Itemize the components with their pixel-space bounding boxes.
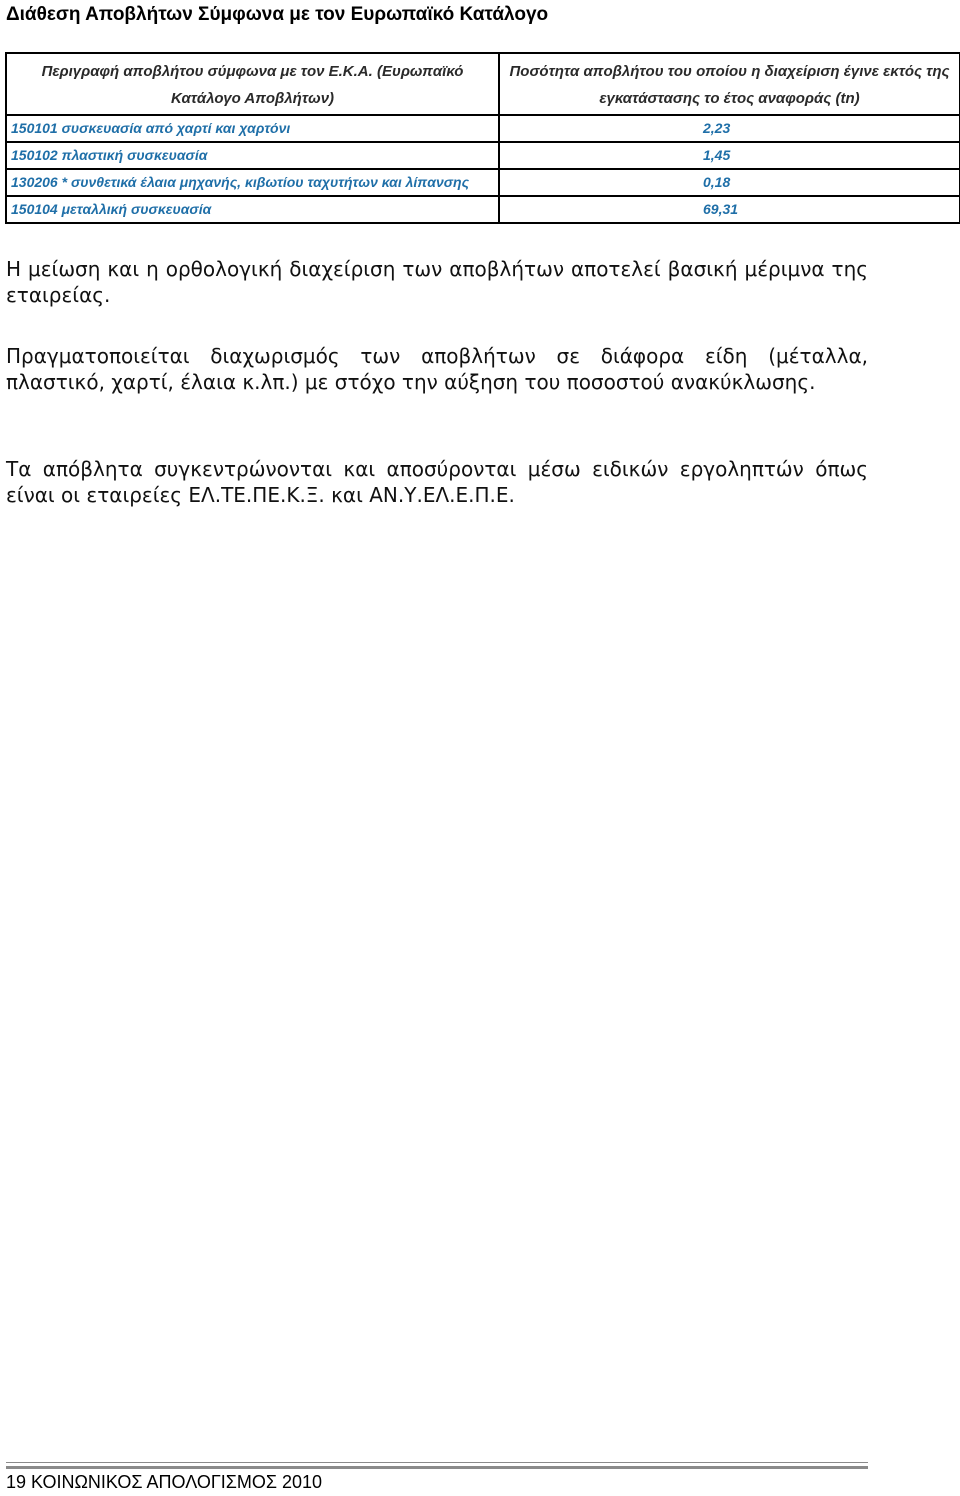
table-row — [6, 142, 960, 169]
waste-description: 150102 πλαστική συσκευασία — [6, 142, 499, 169]
paragraph-waste-reduction: Η μείωση και η ορθολογική διαχείριση των αποβλήτων αποτελεί βασική μέριμνα της εταιρείας. — [6, 257, 868, 307]
header-quantity: Ποσότητα αποβλήτου του οποίου η διαχείριση έγινε εκτός της εγκατάστασης το έτος αναφοράς (tn) — [499, 53, 960, 115]
table-row — [6, 196, 960, 223]
waste-quantity: 2,23 — [499, 115, 960, 142]
footer-divider-thick — [6, 1466, 868, 1469]
table-row — [6, 115, 960, 142]
waste-description: 150104 μεταλλική συσκευασία — [6, 196, 499, 223]
paragraph-waste-separation: Πραγματοποιείται διαχωρισμός των αποβλήτων σε διάφορα είδη (μέταλλα, πλαστικό, χαρτί, έλαια κ.λπ.) με στόχο την αύξηση του ποσοστού ανακύκλωσης. — [6, 344, 868, 394]
header-description: Περιγραφή αποβλήτου σύμφωνα με τον Ε.Κ.Α. (Ευρωπαϊκό Κατάλογο Αποβλήτων) — [6, 53, 499, 115]
waste-quantity: 1,45 — [499, 142, 960, 169]
waste-disposal-table — [5, 52, 960, 224]
paragraph-waste-collection: Τα απόβλητα συγκεντρώνονται και αποσύρονται μέσω ειδικών εργοληπτών όπως είναι οι εταιρείες ΕΛ.ΤΕ.ΠΕ.Κ.Ξ. και ΑΝ.Υ.ΕΛ.Ε.Π.Ε. — [6, 457, 868, 507]
footer-divider — [6, 1462, 868, 1463]
table-row — [6, 169, 960, 196]
waste-description: 130206 * συνθετικά έλαια μηχανής, κιβωτίου ταχυτήτων και λίπανσης — [6, 169, 499, 196]
page-footer: 19 ΚΟΙΝΩΝΙΚΟΣ ΑΠΟΛΟΓΙΣΜΟΣ 2010 — [6, 1472, 323, 1492]
page-title: Διάθεση Αποβλήτων Σύμφωνα με τον Ευρωπαϊκό Κατάλογο — [6, 4, 549, 25]
waste-quantity: 0,18 — [499, 169, 960, 196]
waste-quantity: 69,31 — [499, 196, 960, 223]
waste-description: 150101 συσκευασία από χαρτί και χαρτόνι — [6, 115, 499, 142]
table-header-row — [6, 53, 960, 115]
